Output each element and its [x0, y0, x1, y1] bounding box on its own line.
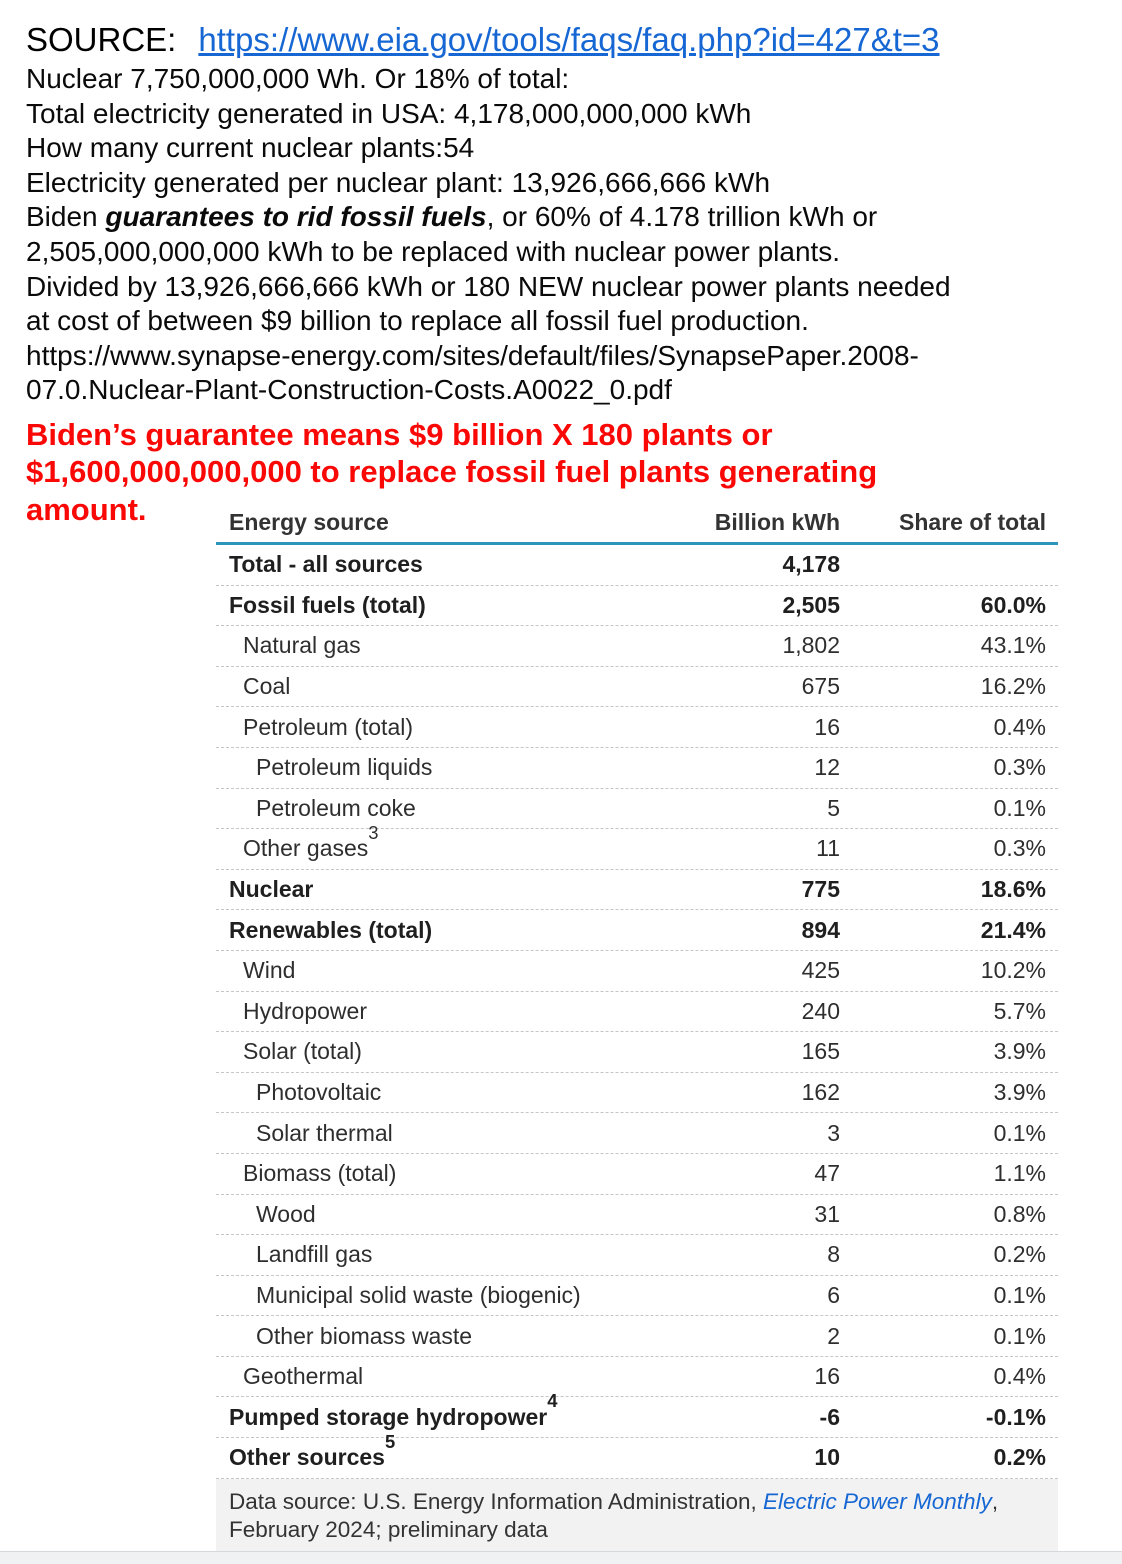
table-row	[216, 910, 1058, 951]
table-row	[216, 1032, 1058, 1073]
row-label: Other gases$^3$	[243, 821, 379, 862]
row-value-billion-kwh: 10	[814, 1444, 840, 1471]
row-share-of-total: 0.3%	[993, 754, 1046, 781]
row-label: Hydropower	[243, 997, 367, 1024]
table-row	[216, 992, 1058, 1033]
row-label: Solar thermal	[256, 1119, 393, 1146]
row-value-billion-kwh: 240	[801, 997, 840, 1024]
highlight-line: Biden’s guarantee means $9 billion X 180 plants or	[26, 416, 773, 452]
row-label: Coal	[243, 673, 291, 700]
table-row	[216, 789, 1058, 830]
row-value-billion-kwh: 775	[801, 876, 840, 903]
row-label: Other sources$^5$	[229, 1430, 396, 1471]
row-share-of-total: 10.2%	[980, 957, 1046, 984]
row-value-billion-kwh: 1,802	[782, 632, 840, 659]
row-share-of-total: 0.4%	[993, 713, 1046, 740]
highlight-line: $1,600,000,000,000 to replace fossil fuel plants generating	[26, 454, 878, 490]
intro-line-synapse-url: https://www.synapse-energy.com/sites/default/files/SynapsePaper.2008-	[26, 339, 919, 371]
row-share-of-total: 0.1%	[993, 1119, 1046, 1146]
row-value-billion-kwh: 675	[801, 673, 840, 700]
row-label: Photovoltaic	[256, 1079, 382, 1106]
row-value-billion-kwh: 2,505	[782, 591, 840, 618]
row-label: Petroleum (total)	[243, 713, 414, 740]
row-value-billion-kwh: 5	[827, 794, 840, 821]
biden-suffix: , or 60% of 4.178 trillion kWh or	[486, 201, 878, 233]
row-label: Landfill gas	[256, 1241, 373, 1268]
table-row	[216, 667, 1058, 708]
table-row	[216, 1357, 1058, 1398]
row-share-of-total: 43.1%	[980, 632, 1046, 659]
row-share-of-total: 0.2%	[993, 1444, 1046, 1471]
row-value-billion-kwh: 6	[827, 1281, 840, 1308]
row-label: Fossil fuels (total)	[229, 591, 426, 618]
row-value-billion-kwh: 16	[814, 1363, 840, 1390]
row-value-billion-kwh: -6	[819, 1403, 840, 1430]
row-label: Wind	[243, 957, 296, 984]
row-label: Natural gas	[243, 632, 361, 659]
table-row	[216, 1073, 1058, 1114]
row-value-billion-kwh: 8	[827, 1241, 840, 1268]
source-link[interactable]: https://www.eia.gov/tools/faqs/faq.php?id=427&t=3	[198, 21, 940, 58]
row-share-of-total: 0.2%	[993, 1241, 1046, 1268]
table-row	[216, 1113, 1058, 1154]
row-value-billion-kwh: 11	[816, 835, 840, 862]
biden-emphasis: guarantees to rid fossil fuels	[105, 201, 487, 233]
row-value-billion-kwh: 3	[827, 1119, 840, 1146]
row-label: Wood	[256, 1200, 316, 1227]
row-label: Geothermal	[243, 1363, 364, 1390]
table-row	[216, 1316, 1058, 1357]
row-value-billion-kwh: 31	[814, 1200, 840, 1227]
table-row	[216, 821, 1058, 870]
table-row	[216, 1276, 1058, 1317]
row-value-billion-kwh: 165	[801, 1038, 840, 1065]
source-line	[26, 18, 1122, 62]
intro-text-block	[0, 0, 1122, 408]
highlight-line: amount.	[26, 491, 147, 527]
row-share-of-total: 3.9%	[993, 1079, 1046, 1106]
row-value-billion-kwh: 2	[827, 1322, 840, 1349]
row-label: Other biomass waste	[256, 1322, 473, 1349]
table-row	[216, 626, 1058, 667]
row-value-billion-kwh: 16	[814, 713, 840, 740]
row-share-of-total: 0.8%	[993, 1200, 1046, 1227]
table-row	[216, 951, 1058, 992]
table-body	[216, 545, 1058, 1479]
table-row	[216, 1154, 1058, 1195]
energy-generation-table	[216, 502, 1058, 1555]
row-label: Renewables (total)	[229, 916, 433, 943]
row-value-billion-kwh: 162	[801, 1079, 840, 1106]
table-row	[216, 748, 1058, 789]
intro-line-synapse-url: 07.0.Nuclear-Plant-Construction-Costs.A0022_0.pdf	[26, 374, 672, 406]
electric-power-monthly-link[interactable]: Electric Power Monthly	[763, 1488, 992, 1514]
row-label: Nuclear	[229, 876, 314, 903]
row-share-of-total: 60.0%	[980, 591, 1046, 618]
table-row	[216, 1195, 1058, 1236]
column-header-energy-source: Energy source	[229, 508, 389, 535]
table-row	[216, 545, 1058, 586]
row-share-of-total: 18.6%	[980, 876, 1046, 903]
row-share-of-total: 0.3%	[993, 835, 1046, 862]
intro-line: 2,505,000,000,000 kWh to be replaced with nuclear power plants.	[26, 235, 841, 267]
table-header-row	[216, 502, 1058, 545]
table-row	[216, 1390, 1058, 1438]
row-value-billion-kwh: 12	[814, 754, 840, 781]
row-share-of-total: 21.4%	[980, 916, 1046, 943]
intro-line: Electricity generated per nuclear plant: 13,926,666,666 kWh	[26, 166, 771, 198]
source-label: SOURCE:	[26, 21, 177, 58]
footer-prefix: Data source: U.S. Energy Information Administration,	[229, 1488, 763, 1514]
table-footer-note	[216, 1479, 1058, 1555]
intro-line: Total electricity generated in USA: 4,178,000,000,000 kWh	[26, 97, 752, 129]
table-row	[216, 1430, 1058, 1479]
row-label: Total - all sources	[229, 551, 423, 578]
table-row	[216, 707, 1058, 748]
intro-line: Divided by 13,926,666,666 kWh or 180 NEW nuclear power plants needed	[26, 270, 951, 302]
row-label: Solar (total)	[243, 1038, 362, 1065]
row-share-of-total: 0.1%	[993, 794, 1046, 821]
row-label: Municipal solid waste (biogenic)	[256, 1281, 581, 1308]
row-share-of-total: 0.1%	[993, 1322, 1046, 1349]
bottom-window-edge	[0, 1551, 1122, 1564]
intro-line: How many current nuclear plants:54	[26, 132, 475, 164]
row-share-of-total: 16.2%	[980, 673, 1046, 700]
row-share-of-total: 0.1%	[993, 1281, 1046, 1308]
table-row	[216, 870, 1058, 911]
row-share-of-total: 1.1%	[993, 1160, 1046, 1187]
intro-line: Nuclear 7,750,000,000 Wh. Or 18% of total:	[26, 63, 570, 94]
footnote-marker: 4	[547, 1390, 558, 1412]
row-share-of-total: 5.7%	[993, 997, 1046, 1024]
table-row	[216, 1235, 1058, 1276]
footnote-marker: 3	[368, 821, 379, 843]
intro-line-biden	[26, 200, 1122, 235]
row-label: Petroleum coke	[256, 794, 416, 821]
column-header-share: Share of total	[899, 508, 1046, 535]
footnote-marker: 5	[384, 1430, 396, 1452]
biden-prefix: Biden	[26, 201, 106, 233]
footer-suffix: , February 2024; preliminary data	[229, 1488, 999, 1542]
row-share-of-total: -0.1%	[985, 1403, 1046, 1430]
row-value-billion-kwh: 425	[801, 957, 840, 984]
row-value-billion-kwh: 47	[814, 1160, 840, 1187]
row-label: Petroleum liquids	[256, 754, 433, 781]
row-value-billion-kwh: 894	[801, 916, 840, 943]
table-row	[216, 586, 1058, 627]
row-share-of-total: 3.9%	[993, 1038, 1046, 1065]
row-label: Pumped storage hydropower$^4$	[229, 1390, 558, 1430]
intro-line: at cost of between $9 billion to replace all fossil fuel production.	[26, 305, 809, 337]
row-label: Biomass (total)	[243, 1160, 397, 1187]
column-header-billion-kwh: Billion kWh	[714, 508, 840, 535]
row-value-billion-kwh: 4,178	[782, 551, 840, 578]
row-share-of-total: 0.4%	[993, 1363, 1046, 1390]
